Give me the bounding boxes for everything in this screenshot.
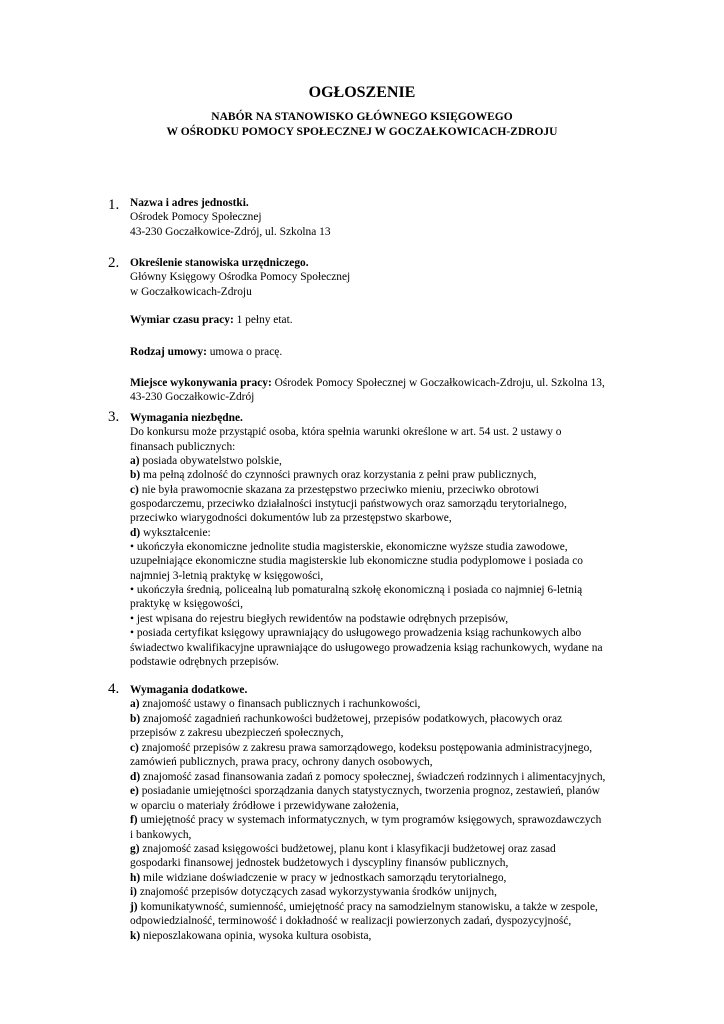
additional-requirement: [130, 712, 648, 726]
subtitle-line: NABÓR NA STANOWISKO GŁÓWNEGO KSIĘGOWEGO: [211, 111, 513, 123]
section-number: 3.: [108, 409, 120, 425]
text-line: gospodarczemu, przeciwko działalności instytucji państwowych oraz samorządu terytorialnego,: [130, 498, 567, 511]
text-line: Do konkursu może przystąpić osoba, która spełnia warunki określone w art. 54 ust. 2 ustawy o: [130, 426, 562, 439]
additional-requirement: [130, 871, 648, 885]
item-label: h): [130, 871, 141, 884]
document-subtitle: [0, 110, 724, 140]
text-line: odpowiedzialność, terminowość i dokładność w realizacji powierzonych zadań, dyspozycyjność,: [130, 915, 572, 928]
item-label: j): [130, 900, 138, 913]
text-line: Główny Księgowy Ośrodka Pomocy Społecznej: [130, 271, 351, 284]
item-text: posiada obywatelstwo polskie,: [139, 455, 282, 468]
section-heading: Wymagania dodatkowe.: [130, 684, 248, 696]
section-heading: Nazwa i adres jednostki.: [130, 197, 249, 209]
contract-type-label: Rodzaj umowy:: [130, 345, 207, 358]
section-number: 2.: [108, 255, 120, 271]
additional-requirement: [130, 813, 648, 827]
item-text: nie była prawomocnie skazana za przestępstwo przeciwko mieniu, przeciwko obrotowi: [138, 483, 539, 496]
work-time-label: Wymiar czasu pracy:: [130, 314, 234, 327]
item-label: a): [130, 698, 140, 711]
text-line: w Goczałkowicach-Zdroju: [130, 285, 252, 298]
item-text: znajomość przepisów z zakresu prawa samorządowego, kodeksu postępowania administracyjnego,: [138, 741, 593, 754]
item-label: d): [130, 770, 141, 783]
requirement-b: [130, 468, 648, 482]
item-text: komunikatywność, sumienność, umiejętność pracy na samodzielnym stanowisku, a także w zespole,: [137, 900, 598, 913]
work-time: [130, 313, 648, 327]
bullet-line: podstawie odrębnych przepisów.: [130, 655, 279, 668]
requirement-a: [130, 454, 648, 468]
item-label: k): [130, 929, 141, 942]
item-text: znajomość ustawy o finansach publicznych i rachunkowości,: [139, 698, 421, 711]
item-text: wykształcenie:: [140, 526, 211, 539]
text-line: przeciwko wiarygodności dokumentów lub za przestępstwo skarbowe,: [130, 512, 452, 525]
item-text: znajomość zasad finansowania zadań z pomocy społecznej, świadczeń rodzinnych i alimentacyjnych,: [140, 770, 606, 783]
text-line: zamówień publicznych, prawa pracy, ochrony danych osobowych,: [130, 756, 433, 769]
bullet-line: świadectwo kwalifikacyjne uprawniające do usługowego prowadzenia ksiąg rachunkowych, wydane na: [130, 641, 603, 654]
bullet-line: uzupełniające ekonomiczne studia magisterskie lub ekonomiczne studia podyplomowe i posiada co: [130, 555, 583, 568]
contract-type-value: umowa o pracę.: [206, 345, 283, 358]
text-line: przepisów z zakresu ubezpieczeń społecznych,: [130, 727, 344, 740]
additional-requirement: [130, 929, 648, 943]
bullet-line: praktykę w księgowości,: [130, 598, 243, 611]
additional-requirement: [130, 741, 648, 755]
item-label: e): [130, 785, 139, 798]
additional-requirement: [130, 885, 648, 899]
item-text: nieposzlakowana opinia, wysoka kultura osobista,: [140, 929, 372, 942]
item-text: mile widziane doświadczenie w pracy w jednostkach samorządu terytorialnego,: [140, 871, 507, 884]
work-place: [130, 376, 648, 390]
item-label: a): [130, 455, 140, 468]
bullet-line: najmniej 3-letnią praktykę w księgowości,: [130, 569, 324, 582]
requirement-c: [130, 483, 648, 497]
bullet-line: • posiada certyfikat księgowy uprawniający do usługowego prowadzenia ksiąg rachunkowych albo: [130, 627, 582, 640]
document-title: OGŁOSZENIE: [308, 84, 416, 101]
item-label: f): [130, 814, 138, 827]
item-label: i): [130, 886, 137, 899]
contract-type: [130, 345, 648, 359]
bullet-line: • jest wpisana do rejestru biegłych rewidentów na podstawie odrębnych przepisów,: [130, 612, 509, 625]
item-text: znajomość przepisów dotyczących zasad wykorzystywania środków unijnych,: [136, 886, 497, 899]
additional-requirement: [130, 784, 648, 798]
item-label: d): [130, 526, 141, 539]
additional-requirement: [130, 697, 648, 711]
text-line: finansach publicznych:: [130, 440, 236, 453]
additional-requirement: [130, 770, 648, 784]
work-place-value: Ośrodek Pomocy Społecznej w Goczałkowicach-Zdroju, ul. Szkolna 13,: [271, 377, 605, 390]
section-number: 4.: [108, 681, 120, 697]
bullet-line: • ukończyła ekonomiczne jednolite studia magisterskie, ekonomiczne wyższe studia zawodowe,: [130, 541, 568, 554]
subtitle-line: W OŚRODKU POMOCY SPOŁECZNEJ W GOCZAŁKOWICACH-ZDROJU: [166, 126, 558, 138]
section-heading: Wymagania niezbędne.: [130, 412, 243, 424]
text-line: Ośrodek Pomocy Społecznej: [130, 211, 262, 224]
work-place-cont: 43-230 Goczałkowic-Zdrój: [130, 391, 255, 404]
work-time-value: 1 pełny etat.: [233, 314, 293, 327]
requirement-d: [130, 526, 648, 540]
item-text: ma pełną zdolność do czynności prawnych oraz korzystania z pełni praw publicznych,: [140, 469, 537, 482]
work-place-label: Miejsce wykonywania pracy:: [130, 377, 272, 390]
section-number: 1.: [108, 197, 120, 213]
item-label: g): [130, 842, 140, 855]
text-line: gospodarki finansowej jednostek budżetowych i dyscypliny finansów publicznych,: [130, 857, 509, 870]
section-heading: Określenie stanowiska urzędniczego.: [130, 257, 309, 269]
item-label: c): [130, 483, 139, 496]
item-text: posiadanie umiejętności sporządzania danych statystycznych, tworzenia prognoz, zestawień, planów: [138, 785, 601, 798]
bullet-line: • ukończyła średnią, policealną lub pomaturalną szkołę ekonomiczną i posiada co najmniej 6-letnią: [130, 584, 583, 597]
additional-requirement: [130, 842, 648, 856]
item-text: znajomość zasad księgowości budżetowej, planu kont i klasyfikacji budżetowej oraz zasad: [139, 842, 556, 855]
text-line: w oparciu o materiały źródłowe i przewidywane założenia,: [130, 799, 399, 812]
item-label: b): [130, 469, 141, 482]
item-text: umiejętność pracy w systemach informatycznych, w tym programów księgowych, sprawozdawczych: [137, 814, 602, 827]
item-text: znajomość zagadnień rachunkowości budżetowej, przepisów podatkowych, płacowych oraz: [140, 712, 563, 725]
text-line: i bankowych,: [130, 828, 192, 841]
item-label: c): [130, 741, 139, 754]
item-label: b): [130, 712, 141, 725]
additional-requirement: [130, 900, 648, 914]
text-line: 43-230 Goczałkowice-Zdrój, ul. Szkolna 13: [130, 225, 331, 238]
